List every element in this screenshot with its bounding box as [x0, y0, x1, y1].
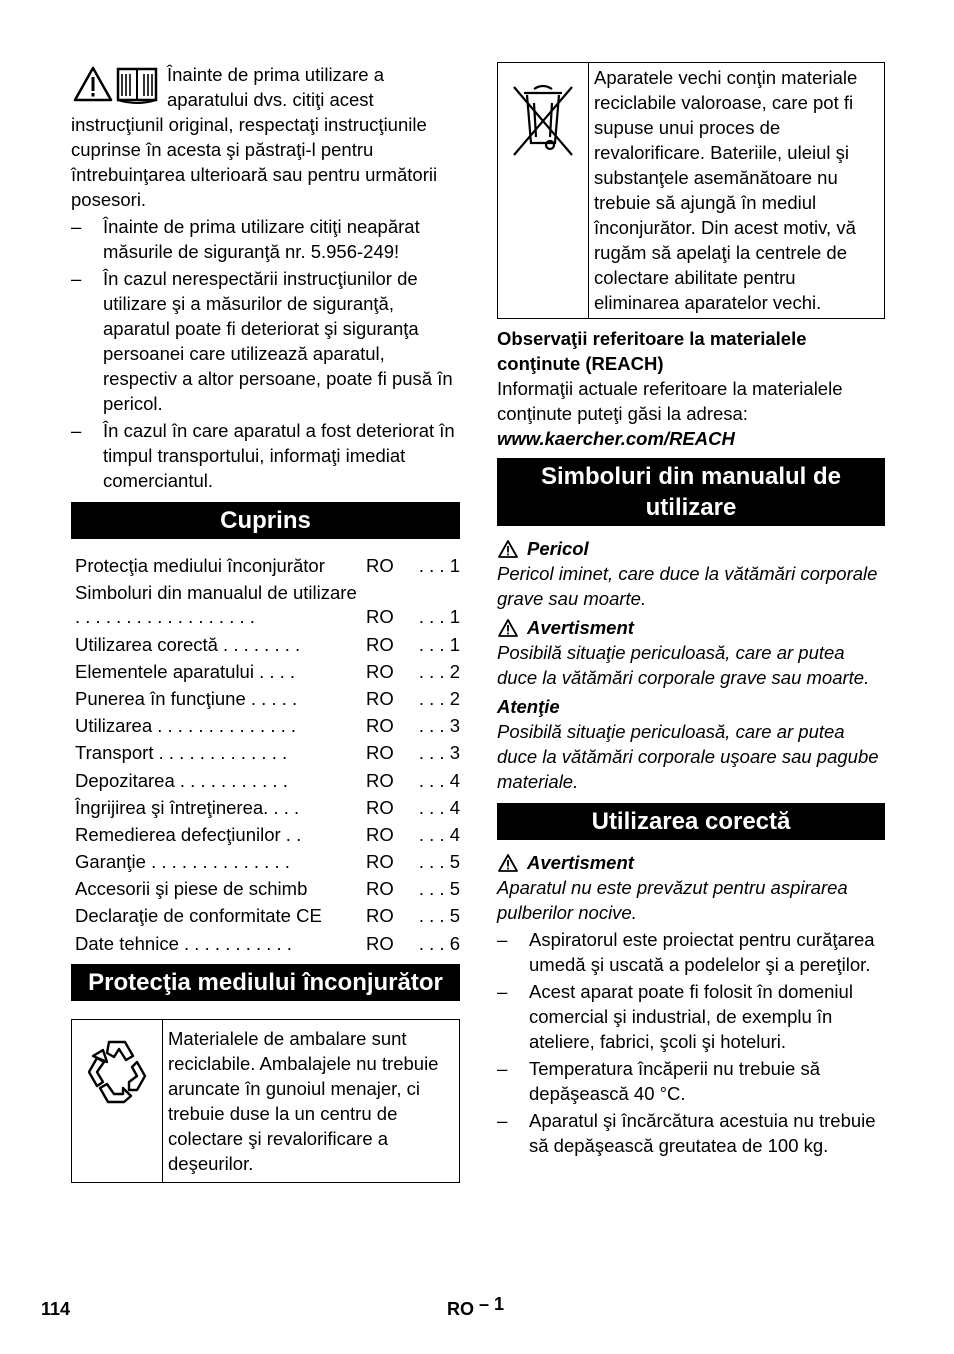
- toc-entry-lang: RO: [366, 823, 394, 845]
- table-row: [71, 793, 460, 820]
- table-row: [71, 902, 460, 929]
- avertisment-text: Posibilă situaţie periculoasă, care ar putea duce la vătămări corporale grave sau moarte.: [497, 642, 870, 688]
- list-item: – Temperatura încăperii nu trebuie să depăşească 40 °C.: [497, 1056, 885, 1106]
- toc-entry-page: . . . 3: [418, 742, 460, 764]
- list-item: – Aparatul şi încărcătura acestuia nu trebuie să depăşească greutatea de 100 kg.: [497, 1108, 885, 1158]
- toc-entry-page: . . . 1: [418, 633, 460, 655]
- toc-entry-page: . . . 5: [418, 905, 460, 927]
- table-row: [71, 684, 460, 711]
- list-item: – În cazul în care aparatul a fost deteriorat în timpul transportului, informaţi imediat comerciantul.: [71, 418, 460, 493]
- toc-entry-page: . . . 2: [418, 687, 460, 709]
- toc-entry-title: Transport . . . . . . . . . . . . .: [75, 742, 288, 764]
- toc-entry-lang: RO: [366, 633, 394, 655]
- toc-entry-title: Accesorii şi piese de schimb: [75, 878, 308, 900]
- toc-entry-title: Simboluri din manualul de utilizare . . . . . . . . . . . . . . . . . .: [75, 581, 357, 628]
- toc-entry-page: . . . 4: [418, 796, 460, 818]
- toc-entry-page: . . . 3: [418, 715, 460, 737]
- list-item: – Acest aparat poate fi folosit în domeniul comercial şi industrial, de exemplu în ateliere, fabrici, şcoli şi hoteluri.: [497, 979, 885, 1054]
- table-row: [71, 657, 460, 684]
- right-column: [497, 62, 885, 1158]
- list-item: – Aspiratorul este proiectat pentru curăţarea umedă şi uscată a podelelor şi a pereţilor.: [497, 927, 885, 977]
- list-item: – Înainte de prima utilizare citiţi neapărat măsurile de siguranţă nr. 5.956-249!: [71, 214, 460, 264]
- crossed-bin-icon: [510, 81, 576, 159]
- toc-entry-lang: RO: [366, 769, 394, 791]
- utilizarea-bullets: [497, 927, 885, 1158]
- section-title-protectia: Protecţia mediului înconjurător: [71, 964, 460, 1001]
- toc-entry-lang: RO: [366, 851, 394, 873]
- toc-entry-lang: RO: [366, 660, 394, 682]
- recycle-text: Materialele de ambalare sunt reciclabile. Ambalajele nu trebuie aruncate în gunoiul menajer, ci trebuie duse la un centru de colectare şi revalorificare a deşeurilor.: [163, 1020, 460, 1183]
- toc-entry-page: . . . 1: [418, 554, 460, 576]
- footer-section-page: – 1: [479, 1294, 505, 1314]
- toc-entry-title: Utilizarea . . . . . . . . . . . . . .: [75, 715, 297, 737]
- reach-link[interactable]: www.kaercher.com/REACH: [497, 428, 735, 449]
- toc-entry-title: Declaraţie de conformitate CE: [75, 905, 322, 927]
- utilizarea-avertisment-text: Aparatul nu este prevăzut pentru aspirarea pulberilor nocive.: [497, 877, 848, 923]
- toc-entry-lang: RO: [366, 554, 394, 576]
- toc-entry-title: Garanţie . . . . . . . . . . . . . .: [75, 851, 290, 873]
- toc-entry-lang: RO: [366, 932, 394, 954]
- section-title-cuprins: Cuprins: [71, 502, 460, 539]
- atentie-text: Posibilă situaţie periculoasă, care ar putea duce la vătămări corporale uşoare sau pagube materiale.: [497, 721, 879, 792]
- toc-entry-title: Utilizarea corectă . . . . . . . .: [75, 633, 301, 655]
- toc-entry-title: Elementele aparatului . . . .: [75, 660, 296, 682]
- toc-entry-lang: RO: [366, 796, 394, 818]
- recycle-box: [71, 1019, 460, 1183]
- list-item: – În cazul nerespectării instrucţiunilor de utilizare şi a măsurilor de siguranţă, aparatul poate fi deteriorat şi siguranţa persoanei care utilizează aparatul, respectiv a altor persoane, poate fi pusă în pericol.: [71, 266, 460, 416]
- toc-entry-page: . . . 4: [418, 769, 460, 791]
- intro-text: Înainte de prima utilizare a aparatului dvs. citiţi acest instrucţiunil original, respectaţi instrucţiunile cuprinse în acesta şi păstraţi-l pentru întrebuinţarea ulterioară sau pentru următorii posesori.: [71, 64, 438, 210]
- avertisment-label: Avertisment: [527, 617, 634, 638]
- pericol-label: Pericol: [527, 538, 589, 559]
- footer-lang: RO: [447, 1299, 474, 1319]
- toc-entry-page: . . . 1: [418, 606, 460, 628]
- warning-manual-icon: [71, 62, 161, 106]
- pericol-heading: [497, 536, 885, 561]
- table-row: [71, 578, 460, 630]
- toc-entry-title: Protecţia mediului înconjurător: [75, 554, 325, 576]
- table-row: [71, 875, 460, 902]
- toc-entry-lang: RO: [366, 687, 394, 709]
- toc-entry-title: Punerea în funcţiune . . . . .: [75, 687, 298, 709]
- toc-entry-page: . . . 2: [418, 660, 460, 682]
- section-title-simboluri: Simboluri din manualul de utilizare: [497, 458, 885, 526]
- page-number: 114: [41, 1299, 71, 1319]
- toc-entry-page: . . . 6: [418, 932, 460, 954]
- left-column: [71, 62, 460, 1183]
- reach-heading: Observaţii referitoare la materialele conţinute (REACH): [497, 328, 807, 374]
- table-row: [71, 630, 460, 657]
- toc-entry-lang: RO: [366, 905, 394, 927]
- toc-entry-lang: RO: [366, 878, 394, 900]
- intro-block: [71, 62, 460, 493]
- toc-entry-page: . . . 5: [418, 878, 460, 900]
- footer-section: [447, 1294, 505, 1322]
- warning-triangle-icon: [497, 539, 519, 559]
- reach-text: Informaţii actuale referitoare la materialele conţinute puteţi găsi la adresa:: [497, 378, 843, 424]
- utilizarea-avertisment-heading: [497, 850, 885, 875]
- table-row: [71, 711, 460, 738]
- utilizarea-avertisment-label: Avertisment: [527, 852, 634, 873]
- table-of-contents: [71, 551, 460, 956]
- toc-entry-lang: RO: [366, 715, 394, 737]
- toc-entry-lang: RO: [366, 742, 394, 764]
- toc-entry-title: Remedierea defecţiunilor . .: [75, 823, 302, 845]
- pericol-text: Pericol iminet, care duce la vătămări corporale grave sau moarte.: [497, 563, 878, 609]
- toc-entry-page: . . . 4: [418, 823, 460, 845]
- intro-bullets: [71, 214, 460, 493]
- avertisment-heading: [497, 615, 885, 640]
- table-row: [71, 847, 460, 874]
- toc-entry-title: Depozitarea . . . . . . . . . . .: [75, 769, 288, 791]
- table-row: [71, 820, 460, 847]
- atentie-label: Atenţie: [497, 696, 560, 717]
- toc-entry-title: Îngrijirea şi întreţinerea. . . .: [75, 796, 300, 818]
- toc-entry-title: Date tehnice . . . . . . . . . . .: [75, 932, 292, 954]
- warning-triangle-icon: [497, 618, 519, 638]
- toc-entry-lang: RO: [366, 606, 394, 628]
- recycle-icon: [79, 1036, 155, 1112]
- weee-box: [497, 62, 885, 319]
- weee-text: Aparatele vechi conţin materiale reciclabile valoroase, care pot fi supuse unui proces de revalorificare. Bateriile, uleiul şi substanţele asemănătoare nu trebuie să ajungă în mediul înconjurător. Din acest motiv, vă rugăm să apelaţi la centrele de colectare abilitate pentru eliminarea aparatelor vechi.: [589, 63, 885, 319]
- table-row: [71, 766, 460, 793]
- table-row: [71, 551, 460, 578]
- warning-triangle-icon: [497, 853, 519, 873]
- table-row: [71, 739, 460, 766]
- table-row: [71, 929, 460, 956]
- section-title-utilizarea: Utilizarea corectă: [497, 803, 885, 840]
- toc-entry-page: . . . 5: [418, 851, 460, 873]
